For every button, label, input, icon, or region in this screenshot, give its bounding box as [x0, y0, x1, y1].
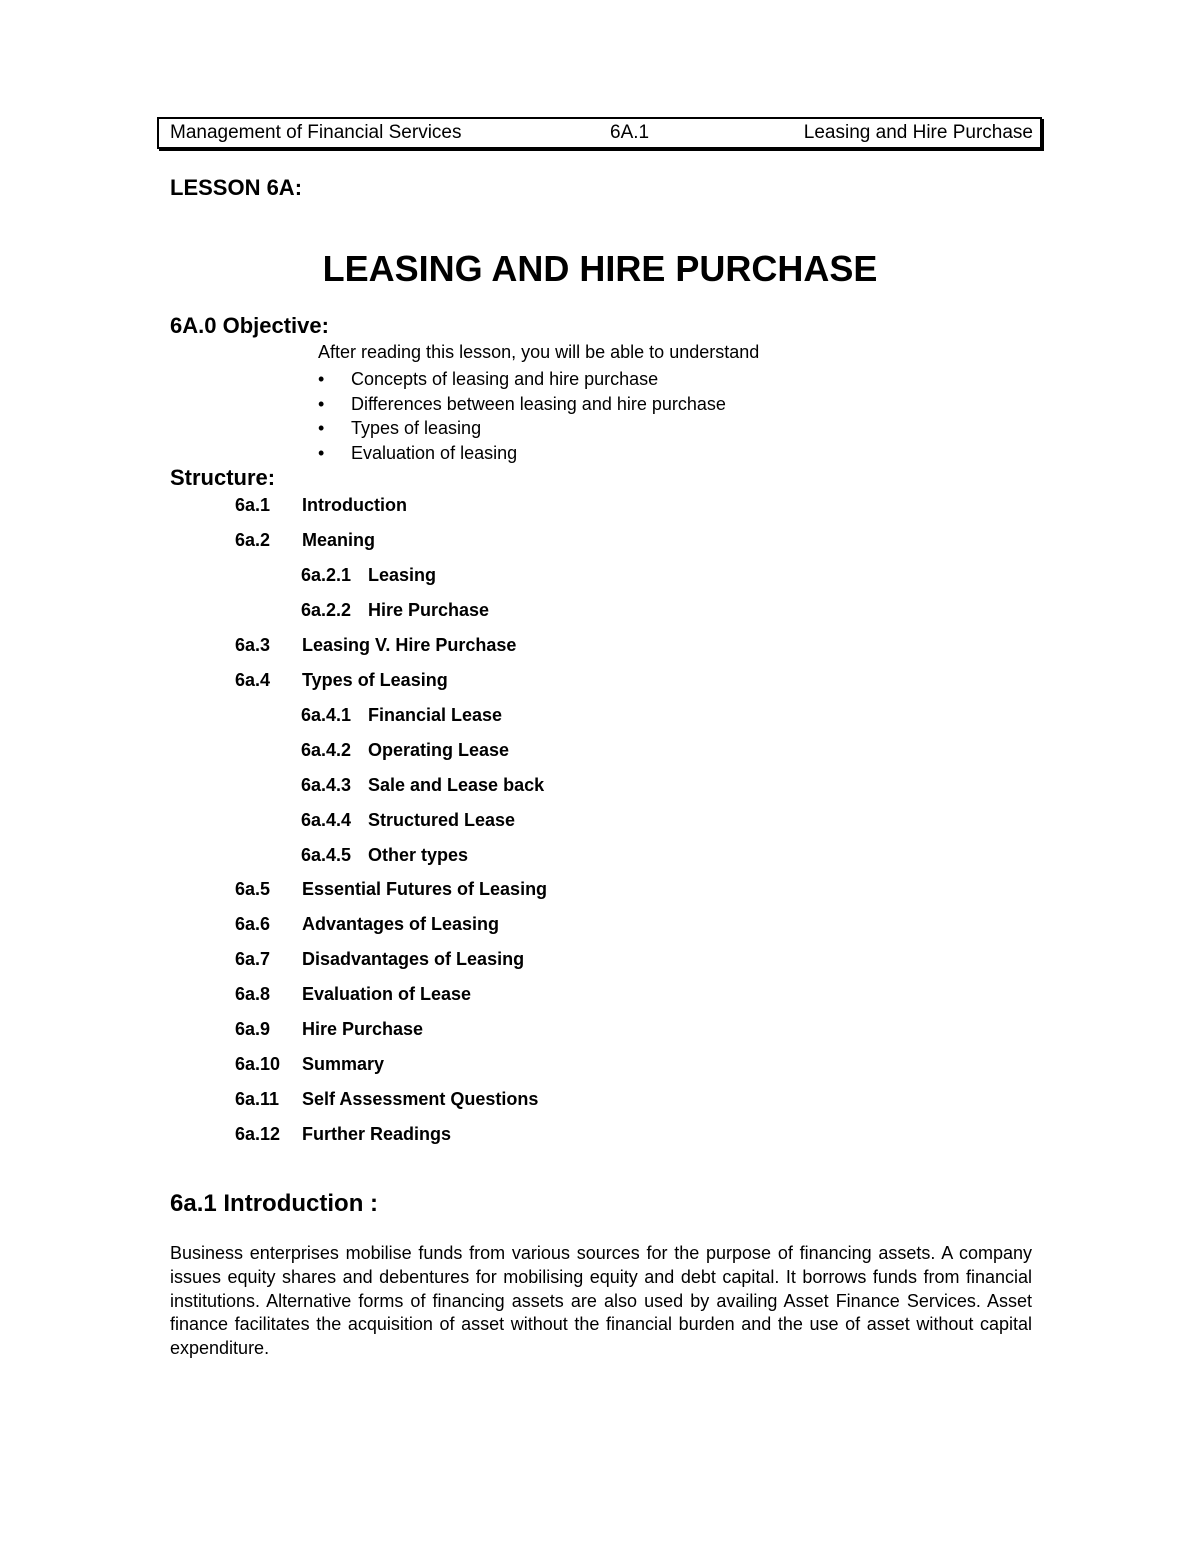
toc-label: Structured Lease [368, 810, 516, 830]
toc-number: 6a.1 [235, 495, 271, 515]
toc-label: Advantages of Leasing [302, 914, 500, 934]
bullet-icon: • [318, 442, 325, 463]
toc-label: Disadvantages of Leasing [302, 949, 525, 969]
toc-entry [301, 843, 468, 867]
toc-entry [235, 528, 375, 552]
toc-label: Leasing [368, 565, 437, 585]
toc-number: 6a.4.2 [301, 740, 352, 760]
toc-label: Summary [302, 1054, 385, 1074]
toc-entry [235, 1017, 423, 1041]
header-course-title: Management of Financial Services [170, 122, 462, 143]
toc-number: 6a.4 [235, 670, 271, 690]
list-item-text: Evaluation of leasing [351, 442, 518, 463]
toc-entry [235, 1122, 451, 1146]
toc-entry [235, 633, 516, 657]
bullet-icon: • [318, 393, 325, 414]
structure-heading: Structure: [170, 465, 276, 490]
introduction-paragraph: Business enterprises mobilise funds from various sources for the purpose of financing assets. A company issues equity shares and debentures for mobilising equity and debt capital. It borrows funds from financial institutions. Alternative forms of financing assets are also used by availing Asset Finance Services. Asset finance facilitates the acquisition of asset without the financial burden and the use of asset without capital expenditure. [170, 1243, 1032, 1359]
toc-number: 6a.4.5 [301, 845, 352, 865]
introduction-heading: 6a.1 Introduction : [170, 1190, 379, 1217]
toc-entry [301, 598, 489, 622]
toc-label: Sale and Lease back [368, 775, 545, 795]
toc-entry [301, 773, 544, 797]
toc-number: 6a.9 [235, 1019, 271, 1039]
toc-entry [235, 1087, 538, 1111]
toc-label: Other types [368, 845, 469, 865]
toc-number: 6a.5 [235, 879, 271, 899]
toc-number: 6a.10 [235, 1054, 281, 1074]
header-chapter-title: Leasing and Hire Purchase [803, 122, 1033, 143]
running-header [157, 117, 1042, 149]
toc-number: 6a.2.1 [301, 565, 352, 585]
list-item-text: Types of leasing [351, 418, 482, 438]
list-item [318, 416, 726, 441]
toc-number: 6a.7 [235, 949, 271, 969]
list-item-text: Concepts of leasing and hire purchase [351, 369, 659, 389]
toc-label: Introduction [302, 495, 407, 515]
toc-entry [235, 947, 524, 971]
toc-entry [235, 982, 471, 1006]
toc-entry [301, 703, 502, 727]
toc-entry [235, 1052, 384, 1076]
list-item [318, 392, 726, 417]
toc-label: Self Assessment Questions [302, 1089, 539, 1109]
toc-label: Types of Leasing [302, 670, 448, 690]
objective-heading: 6A.0 Objective: [170, 313, 329, 338]
bullet-icon: • [318, 369, 325, 389]
list-item [318, 441, 726, 466]
toc-entry [301, 808, 515, 832]
toc-label: Evaluation of Lease [302, 984, 472, 1004]
toc-entry [235, 912, 499, 936]
toc-number: 6a.4.1 [301, 705, 352, 725]
header-page-number: 6A.1 [610, 122, 650, 143]
list-item [318, 367, 726, 392]
bullet-icon: • [318, 418, 325, 438]
toc-entry [301, 563, 436, 587]
toc-label: Financial Lease [368, 705, 503, 725]
toc-label: Hire Purchase [368, 600, 490, 620]
toc-number: 6a.2.2 [301, 600, 352, 620]
toc-entry [235, 668, 448, 692]
toc-number: 6a.12 [235, 1124, 281, 1144]
toc-number: 6a.4.3 [301, 775, 352, 795]
objective-list [318, 367, 726, 465]
toc-entry [235, 493, 407, 517]
toc-label: Operating Lease [368, 740, 510, 760]
toc-number: 6a.11 [235, 1089, 280, 1109]
toc-number: 6a.4.4 [301, 810, 352, 830]
page-title: LEASING AND HIRE PURCHASE [322, 248, 878, 289]
toc-number: 6a.3 [235, 635, 271, 655]
toc-entry [235, 877, 547, 901]
toc-number: 6a.8 [235, 984, 271, 1004]
toc-label: Meaning [302, 530, 376, 550]
objective-intro: After reading this lesson, you will be able to understand [318, 342, 760, 362]
toc-label: Essential Futures of Leasing [302, 879, 548, 899]
toc-number: 6a.2 [235, 530, 271, 550]
toc-entry [301, 738, 509, 762]
toc-label: Hire Purchase [302, 1019, 424, 1039]
toc-label: Further Readings [302, 1124, 452, 1144]
list-item-text: Differences between leasing and hire purchase [351, 393, 726, 414]
lesson-label: LESSON 6A: [170, 175, 303, 200]
toc-label: Leasing V. Hire Purchase [302, 635, 517, 655]
toc-number: 6a.6 [235, 914, 271, 934]
